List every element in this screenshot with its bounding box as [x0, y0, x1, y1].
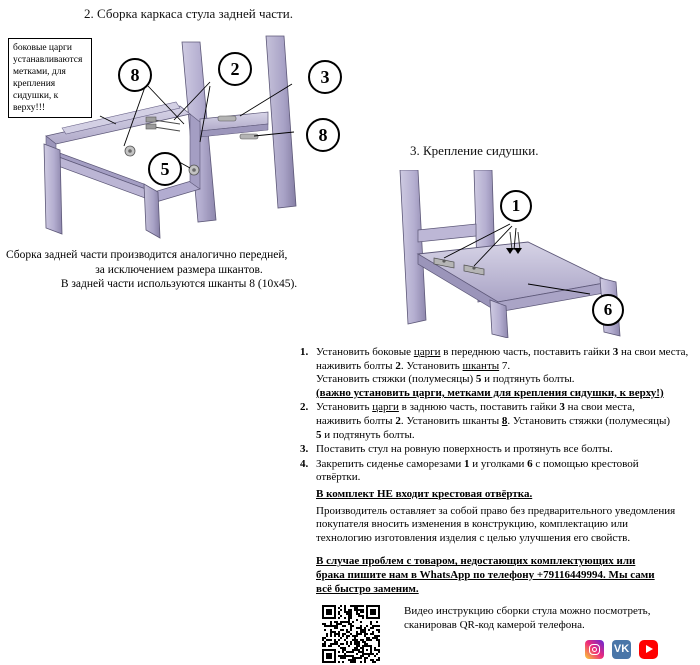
- disclaimer-line-1: Производитель оставляет за собой право без предварительного уведомления: [316, 504, 676, 517]
- step-2-title: 2. Сборка каркаса стула задней части.: [84, 6, 293, 21]
- instruction-item: [300, 401, 696, 442]
- instruction-text: Поставить стул на ровную поверхность и протянуть все болты.: [316, 443, 613, 456]
- youtube-icon[interactable]: [639, 640, 658, 659]
- instruction-number: 4.: [300, 457, 309, 470]
- instruction-text: Установить боковые царги в переднюю часть, поставить гайки 3 на свои места, наживить болты 2. Установить шканты 7. Установить стяжки (полумесяцы) 5 и подтянуть болты. (важно установить царги, метками для крепления сидушки, к верху!): [316, 346, 689, 399]
- no-screwdriver-text: В комплект НЕ входит крестовая отвёртка.: [316, 487, 533, 500]
- instruction-number: 2.: [300, 401, 309, 414]
- callout-bubble-8b: 8: [306, 118, 340, 152]
- callout-bubble-2: 2: [218, 52, 252, 86]
- warranty-notice: [316, 555, 696, 596]
- caption-line-3: В задней части используются шканты 8 (10х45).: [60, 278, 298, 290]
- caption-line-1: Сборка задней части производится аналогично передней,: [6, 249, 288, 261]
- callout-bubble-6: 6: [592, 294, 624, 326]
- side-rails-callout: боковые царги устанавливаются метками, для крепления сидушки, к верху!!!: [8, 38, 92, 118]
- instruction-text: Закрепить сиденье саморезами 1 и уголками 6 с помощью крестовой отвёртки.: [316, 457, 639, 484]
- callout-bubble-8a: 8: [118, 58, 152, 92]
- manufacturer-disclaimer: [316, 505, 696, 546]
- instruction-item: [300, 443, 696, 457]
- warranty-line-1: В случае проблем с товаром, недостающих комплектующих или: [316, 555, 636, 568]
- instruction-number: 1.: [300, 346, 309, 358]
- back-frame-caption: [6, 248, 352, 292]
- instruction-number: 3.: [300, 443, 309, 456]
- warranty-line-3: всё быстро заменим.: [316, 582, 419, 595]
- instruction-text: Установить царги в заднюю часть, поставить гайки 3 на свои места, наживить болты 2. Установить шканты 8. Установить стяжки (полумесяцы) 5 и подтянуть болты.: [316, 401, 671, 441]
- instruction-item: [300, 458, 696, 485]
- vk-icon[interactable]: VK: [612, 640, 631, 659]
- no-screwdriver-notice: [316, 488, 696, 502]
- video-instruction-note: [404, 604, 694, 632]
- video-note-line-1: Видео инструкцию сборки стула можно посмотреть,: [404, 605, 651, 617]
- callout-bubble-1: 1: [500, 190, 532, 222]
- disclaimer-line-2: покупателя вносить изменения в конструкцию, комплектацию или: [316, 518, 628, 531]
- instagram-icon[interactable]: [585, 640, 604, 659]
- qr-code[interactable]: [322, 605, 380, 663]
- social-links: [585, 640, 658, 659]
- video-note-line-2: сканировав QR-код камерой телефона.: [404, 619, 585, 631]
- instruction-item: [300, 346, 696, 400]
- step-3-title: 3. Крепление сидушки.: [410, 143, 539, 158]
- warranty-line-2: брака пишите нам в WhatsApp по телефону +79116449994. Мы сами: [316, 568, 655, 581]
- assembly-instructions: [300, 346, 696, 596]
- caption-line-2: за исключением размера шкантов.: [95, 263, 263, 276]
- callout-bubble-3: 3: [308, 60, 342, 94]
- disclaimer-line-3: технологию изготовления изделия с целью улучшения его свойств.: [316, 531, 631, 544]
- callout-bubble-5: 5: [148, 152, 182, 186]
